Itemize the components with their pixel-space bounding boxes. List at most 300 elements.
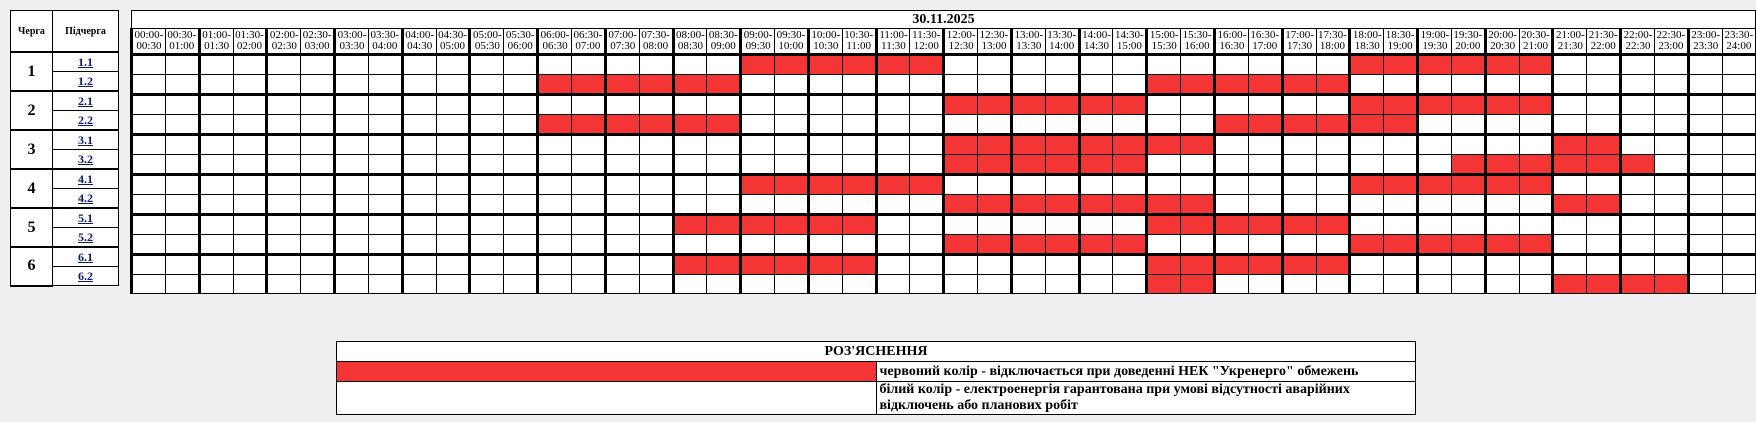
time-slot-start: 21:00-	[1555, 29, 1585, 41]
time-slot-start: 23:00-	[1691, 29, 1721, 41]
power-slot	[301, 235, 335, 255]
power-slot	[1181, 95, 1215, 115]
power-slot	[1587, 115, 1621, 135]
power-slot	[1045, 115, 1079, 135]
outage-slot	[1485, 95, 1519, 115]
time-slot-start: 06:30-	[573, 29, 603, 41]
power-slot	[368, 255, 402, 275]
outage-slot	[1011, 155, 1045, 175]
power-slot	[605, 175, 639, 195]
outage-slot	[1384, 115, 1418, 135]
power-slot	[808, 235, 842, 255]
power-slot	[741, 155, 775, 175]
subqueue-link[interactable]: 6.1	[78, 249, 93, 264]
outage-slot	[842, 255, 876, 275]
power-slot	[1316, 155, 1350, 175]
power-slot	[1553, 175, 1587, 195]
power-slot	[1485, 275, 1519, 294]
power-slot	[1147, 235, 1181, 255]
power-slot	[470, 135, 504, 155]
power-slot	[707, 155, 741, 175]
outage-slot	[639, 75, 673, 95]
power-slot	[944, 75, 978, 95]
power-slot	[910, 255, 944, 275]
power-slot	[1011, 255, 1045, 275]
time-slot-header	[1722, 29, 1755, 55]
outage-slot	[1181, 75, 1215, 95]
power-slot	[673, 275, 707, 294]
power-slot	[132, 135, 166, 155]
outage-slot	[1587, 275, 1621, 294]
time-slot-start: 18:00-	[1352, 29, 1382, 41]
power-slot	[1621, 235, 1655, 255]
power-slot	[1451, 115, 1485, 135]
subqueue-link[interactable]: 5.1	[78, 210, 93, 225]
power-slot	[368, 75, 402, 95]
outage-slot	[1011, 135, 1045, 155]
power-slot	[335, 195, 369, 215]
power-slot	[842, 115, 876, 135]
time-slot-start: 17:30-	[1318, 29, 1347, 41]
outage-slot	[1418, 235, 1452, 255]
power-slot	[1011, 275, 1045, 294]
power-slot	[1519, 255, 1553, 275]
time-slot-end: 15:30	[1151, 40, 1177, 52]
subqueue-link[interactable]: 2.2	[78, 112, 93, 127]
power-slot	[605, 275, 639, 294]
schedule-row	[132, 115, 1756, 135]
time-slot-start: 09:00-	[743, 29, 773, 41]
time-slot-header	[199, 29, 233, 55]
power-slot	[335, 115, 369, 135]
outage-slot	[741, 215, 775, 235]
outage-slot	[1045, 95, 1079, 115]
power-slot	[1045, 275, 1079, 294]
power-slot	[1282, 235, 1316, 255]
queue-number: 3	[11, 130, 53, 169]
power-slot	[1587, 215, 1621, 235]
power-slot	[267, 195, 301, 215]
power-slot	[1418, 275, 1452, 294]
power-slot	[538, 215, 572, 235]
time-slot-start: 07:30-	[641, 29, 670, 41]
power-slot	[1384, 195, 1418, 215]
power-slot	[301, 135, 335, 155]
power-slot	[132, 55, 166, 75]
outage-slot	[944, 155, 978, 175]
power-slot	[605, 235, 639, 255]
power-slot	[910, 215, 944, 235]
power-slot	[571, 235, 605, 255]
time-slot-start: 07:00-	[608, 29, 638, 41]
power-slot	[1418, 155, 1452, 175]
power-slot	[1688, 195, 1722, 215]
power-slot	[504, 195, 538, 215]
power-slot	[402, 115, 436, 135]
time-slot-start: 11:30-	[912, 29, 941, 41]
power-slot	[538, 195, 572, 215]
power-slot	[335, 275, 369, 294]
time-slot-header	[910, 29, 944, 55]
power-slot	[1722, 275, 1755, 294]
time-slot-end: 08:00	[643, 40, 669, 52]
power-slot	[368, 215, 402, 235]
power-slot	[741, 115, 775, 135]
outage-slot	[978, 235, 1012, 255]
power-slot	[1384, 135, 1418, 155]
subqueue-link[interactable]: 5.2	[78, 229, 93, 244]
outage-slot	[1553, 135, 1587, 155]
power-slot	[301, 155, 335, 175]
power-slot	[1079, 175, 1113, 195]
power-slot	[1045, 75, 1079, 95]
power-slot	[1553, 255, 1587, 275]
power-slot	[1722, 155, 1755, 175]
power-slot	[876, 215, 910, 235]
power-slot	[1451, 215, 1485, 235]
power-slot	[639, 215, 673, 235]
power-slot	[301, 115, 335, 135]
time-slot-end: 09:30	[745, 40, 771, 52]
time-slot-end: 01:00	[169, 40, 195, 52]
power-slot	[741, 275, 775, 294]
outage-slot	[1113, 95, 1147, 115]
power-slot	[368, 95, 402, 115]
power-slot	[1485, 215, 1519, 235]
power-slot	[910, 155, 944, 175]
outage-slot	[1045, 135, 1079, 155]
outage-slot	[1181, 215, 1215, 235]
power-slot	[1587, 175, 1621, 195]
subqueue-link[interactable]: 2.1	[78, 93, 93, 108]
power-slot	[267, 215, 301, 235]
power-slot	[944, 275, 978, 294]
power-slot	[335, 215, 369, 235]
outage-slot	[1181, 195, 1215, 215]
power-slot	[1011, 55, 1045, 75]
outage-slot	[944, 195, 978, 215]
power-slot	[504, 115, 538, 135]
power-slot	[1282, 55, 1316, 75]
power-slot	[267, 75, 301, 95]
power-slot	[808, 95, 842, 115]
time-slot-end: 17:00	[1252, 40, 1278, 52]
time-slot-start: 20:30-	[1521, 29, 1550, 41]
power-slot	[1519, 135, 1553, 155]
schedule-row	[132, 175, 1756, 195]
power-slot	[910, 75, 944, 95]
power-slot	[571, 195, 605, 215]
power-slot	[470, 95, 504, 115]
power-slot	[1451, 75, 1485, 95]
power-slot	[1688, 135, 1722, 155]
time-slot-end: 20:00	[1455, 40, 1481, 52]
schedule-row	[132, 75, 1756, 95]
power-slot	[1621, 115, 1655, 135]
power-slot	[1282, 195, 1316, 215]
time-slot-header	[639, 29, 673, 55]
power-slot	[1688, 95, 1722, 115]
power-slot	[301, 255, 335, 275]
power-slot	[132, 155, 166, 175]
power-slot	[199, 95, 233, 115]
time-slot-start: 03:30-	[370, 29, 400, 41]
power-slot	[368, 235, 402, 255]
outage-slot	[1147, 75, 1181, 95]
power-slot	[1316, 135, 1350, 155]
subqueue-link[interactable]: 3.2	[78, 151, 93, 166]
outage-slot	[1011, 195, 1045, 215]
schedule-row	[132, 155, 1756, 175]
time-slot-header	[233, 29, 267, 55]
subqueue-cell	[53, 111, 119, 131]
schedule-row	[132, 95, 1756, 115]
outage-slot	[571, 75, 605, 95]
outage-slot	[1451, 175, 1485, 195]
power-slot	[368, 55, 402, 75]
outage-slot	[707, 115, 741, 135]
outage-slot	[1654, 275, 1688, 294]
schedule-row	[132, 235, 1756, 255]
power-slot	[436, 75, 470, 95]
power-slot	[1248, 235, 1282, 255]
power-slot	[1316, 275, 1350, 294]
power-slot	[1621, 175, 1655, 195]
outage-slot	[707, 255, 741, 275]
outage-slot	[910, 175, 944, 195]
power-slot	[538, 235, 572, 255]
power-slot	[368, 195, 402, 215]
time-slot-header	[538, 29, 572, 55]
outage-slot	[1587, 155, 1621, 175]
time-slot-end: 18:00	[1319, 40, 1345, 52]
power-slot	[470, 115, 504, 135]
power-slot	[1553, 95, 1587, 115]
time-slot-start: 00:00-	[134, 29, 164, 41]
time-slot-end: 19:30	[1422, 40, 1448, 52]
outage-slot	[1485, 55, 1519, 75]
power-slot	[132, 115, 166, 135]
time-slot-start: 02:00-	[269, 29, 299, 41]
power-slot	[1418, 115, 1452, 135]
outage-slot	[842, 55, 876, 75]
outage-slot	[1113, 235, 1147, 255]
outage-slot	[1147, 195, 1181, 215]
power-slot	[199, 195, 233, 215]
power-slot	[1384, 255, 1418, 275]
outage-slot	[1519, 155, 1553, 175]
time-slot-header	[1316, 29, 1350, 55]
power-slot	[1587, 255, 1621, 275]
outage-slot	[1282, 215, 1316, 235]
subqueue-link[interactable]: 1.2	[78, 73, 93, 88]
power-slot	[876, 255, 910, 275]
time-slot-end: 11:00	[846, 40, 871, 52]
power-slot	[165, 275, 199, 294]
power-slot	[470, 55, 504, 75]
outage-slot	[1011, 235, 1045, 255]
power-slot	[1688, 255, 1722, 275]
time-slot-start: 05:30-	[505, 29, 535, 41]
subqueue-cell	[53, 130, 119, 150]
power-slot	[876, 195, 910, 215]
power-slot	[538, 175, 572, 195]
time-slot-header	[436, 29, 470, 55]
power-slot	[1553, 235, 1587, 255]
power-slot	[1485, 135, 1519, 155]
power-slot	[1350, 255, 1384, 275]
time-slot-end: 16:30	[1219, 40, 1245, 52]
power-slot	[402, 195, 436, 215]
power-slot	[267, 115, 301, 135]
time-slot-start: 01:00-	[202, 29, 231, 41]
subqueue-link[interactable]: 1.1	[78, 54, 93, 69]
power-slot	[1181, 55, 1215, 75]
power-slot	[233, 135, 267, 155]
outage-slot	[538, 115, 572, 135]
power-slot	[1350, 195, 1384, 215]
outage-slot	[978, 155, 1012, 175]
time-slot-start: 04:00-	[405, 29, 435, 41]
power-slot	[673, 155, 707, 175]
power-slot	[1519, 195, 1553, 215]
queue-number: 4	[11, 169, 53, 208]
power-slot	[199, 275, 233, 294]
power-slot	[402, 215, 436, 235]
power-slot	[538, 255, 572, 275]
power-slot	[639, 195, 673, 215]
time-slot-header	[335, 29, 369, 55]
power-slot	[1553, 215, 1587, 235]
power-slot	[335, 75, 369, 95]
power-slot	[707, 235, 741, 255]
power-slot	[1722, 115, 1755, 135]
time-slot-end: 02:30	[271, 40, 297, 52]
power-slot	[165, 155, 199, 175]
power-slot	[673, 175, 707, 195]
power-slot	[436, 55, 470, 75]
power-slot	[741, 95, 775, 115]
power-slot	[368, 115, 402, 135]
power-slot	[639, 255, 673, 275]
power-slot	[741, 75, 775, 95]
time-slot-end: 03:30	[339, 40, 365, 52]
queue-labels-table	[10, 10, 119, 287]
outage-slot	[1485, 175, 1519, 195]
time-slot-start: 00:30-	[167, 29, 197, 41]
subqueue-link[interactable]: 6.2	[78, 268, 93, 283]
time-slot-start: 11:00-	[879, 29, 908, 41]
subqueue-link[interactable]: 4.1	[78, 171, 93, 186]
power-slot	[199, 215, 233, 235]
power-slot	[335, 175, 369, 195]
power-slot	[470, 235, 504, 255]
power-slot	[470, 75, 504, 95]
power-slot	[402, 135, 436, 155]
queue-number: 5	[11, 208, 53, 247]
power-slot	[335, 255, 369, 275]
power-slot	[1553, 75, 1587, 95]
power-slot	[673, 235, 707, 255]
outage-slot	[1113, 135, 1147, 155]
subqueue-link[interactable]: 3.1	[78, 132, 93, 147]
power-slot	[301, 95, 335, 115]
power-slot	[504, 235, 538, 255]
outage-slot	[1181, 275, 1215, 294]
time-slot-end: 06:30	[542, 40, 568, 52]
time-slot-end: 20:30	[1490, 40, 1516, 52]
outage-slot	[1384, 235, 1418, 255]
time-slot-header	[1451, 29, 1485, 55]
power-slot	[775, 135, 809, 155]
power-slot	[1350, 275, 1384, 294]
power-slot	[978, 275, 1012, 294]
time-slot-header	[842, 29, 876, 55]
outage-slot	[1079, 135, 1113, 155]
power-slot	[1214, 195, 1248, 215]
outage-slot	[1214, 255, 1248, 275]
power-slot	[436, 175, 470, 195]
power-slot	[707, 275, 741, 294]
outage-slot	[1214, 75, 1248, 95]
power-slot	[571, 275, 605, 294]
power-slot	[1688, 235, 1722, 255]
time-slot-end: 13:00	[981, 40, 1007, 52]
subqueue-cell	[53, 247, 119, 267]
power-slot	[1214, 175, 1248, 195]
outage-slot	[1553, 195, 1587, 215]
time-slot-end: 23:00	[1658, 40, 1684, 52]
power-slot	[1621, 75, 1655, 95]
power-slot	[707, 95, 741, 115]
time-slot-end: 23:30	[1693, 40, 1719, 52]
power-slot	[368, 135, 402, 155]
power-slot	[301, 275, 335, 294]
power-slot	[1147, 155, 1181, 175]
subqueue-link[interactable]: 4.2	[78, 190, 93, 205]
time-slot-header	[504, 29, 538, 55]
time-slot-start: 21:30-	[1588, 29, 1618, 41]
power-slot	[842, 195, 876, 215]
power-slot	[1654, 255, 1688, 275]
power-slot	[1722, 235, 1755, 255]
power-slot	[639, 175, 673, 195]
power-slot	[267, 275, 301, 294]
power-slot	[1147, 55, 1181, 75]
power-slot	[910, 235, 944, 255]
power-slot	[436, 235, 470, 255]
power-slot	[132, 175, 166, 195]
time-slot-header	[1350, 29, 1384, 55]
time-slot-header	[165, 29, 199, 55]
power-slot	[1688, 215, 1722, 235]
power-slot	[199, 175, 233, 195]
power-slot	[504, 215, 538, 235]
outage-slot	[1621, 275, 1655, 294]
time-slot-start: 18:30-	[1385, 29, 1415, 41]
power-slot	[1485, 75, 1519, 95]
legend-title: РОЗ'ЯСНЕННЯ	[337, 342, 1416, 362]
time-slot-start: 12:30-	[979, 29, 1009, 41]
subqueue-cell	[53, 189, 119, 209]
power-slot	[673, 55, 707, 75]
outage-slot	[707, 75, 741, 95]
time-slot-start: 09:30-	[776, 29, 806, 41]
schedule-date: 30.11.2025	[132, 11, 1756, 29]
schedule-row	[132, 255, 1756, 275]
power-slot	[1113, 215, 1147, 235]
power-slot	[335, 55, 369, 75]
